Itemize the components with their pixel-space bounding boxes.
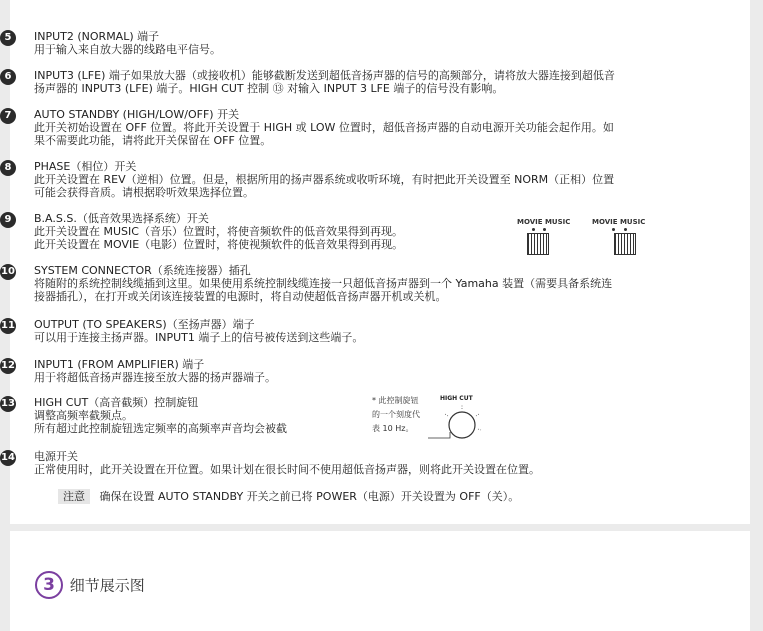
item-line: 此开关设置在 REV（逆相）位置。但是，根据所用的扬声器系统或收听环境，有时把此开关设置至 NORM（正相）位置 bbox=[34, 173, 615, 186]
high-cut-knob-figure bbox=[420, 395, 490, 443]
item-7 bbox=[4, 108, 614, 147]
item-title: INPUT1 (FROM AMPLIFIER) 端子 bbox=[34, 358, 205, 371]
item-number: 8 bbox=[0, 160, 16, 176]
item-number: 13 bbox=[0, 396, 16, 412]
item-title: B.A.S.S.（低音效果选择系统）开关 bbox=[34, 212, 209, 225]
item-10 bbox=[1, 264, 613, 303]
switch-label-left: MOVIE MUSIC bbox=[517, 218, 571, 226]
note-line: * 此控制旋钮 bbox=[372, 396, 419, 405]
switch-dot bbox=[532, 228, 535, 231]
switch-label-right: MOVIE MUSIC bbox=[592, 218, 646, 226]
item-line: 正常使用时，此开关设置在开位置。如果计划在很长时间不使用超低音扬声器，则将此开关设置在位置。 bbox=[34, 463, 540, 476]
item-title: INPUT2 (NORMAL) 端子 bbox=[34, 30, 160, 43]
item-title: SYSTEM CONNECTOR（系统连接器）插孔 bbox=[34, 264, 251, 277]
item-11 bbox=[1, 318, 364, 344]
item-line: 可以用于连接主扬声器。INPUT1 端子上的信号被传送到这些端子。 bbox=[34, 331, 364, 344]
section-number: 3 bbox=[35, 571, 63, 599]
item-number: 10 bbox=[0, 264, 16, 280]
item-number: 14 bbox=[0, 450, 16, 466]
item-line: 可能会获得音质。请根据聆听效果选择位置。 bbox=[34, 186, 254, 199]
item-title: OUTPUT (TO SPEAKERS)（至扬声器）端子 bbox=[34, 318, 255, 331]
item-title: PHASE（相位）开关 bbox=[34, 160, 137, 173]
switch-dot bbox=[612, 228, 615, 231]
caution-tag: 注意 bbox=[58, 489, 90, 504]
item-9 bbox=[4, 212, 404, 251]
note-line: 的一个刻度代 bbox=[372, 410, 420, 419]
item-title: INPUT3 (LFE) 端子如果放大器（或接收机）能够截断发送到超低音扬声器的信号的高频部分，请将放大器连接到超低音 bbox=[34, 69, 615, 82]
item-12 bbox=[1, 358, 276, 384]
item-5 bbox=[4, 30, 221, 56]
caution-text: 确保在设置 AUTO STANDBY 开关之前已将 POWER（电源）开关设置为 OFF（关）。 bbox=[99, 490, 520, 503]
item-line: 此开关设置在 MOVIE（电影）位置时，将使视频软件的低音效果得到再现。 bbox=[34, 238, 404, 251]
item-13 bbox=[1, 396, 314, 435]
item-8 bbox=[4, 160, 615, 199]
item-line: 接器插孔），在打开或关闭该连接装置的电源时，将自动使超低音扬声器开机或关机。 bbox=[34, 290, 447, 303]
item-number: 7 bbox=[0, 108, 16, 124]
note-line: 表 10 Hz。 bbox=[372, 424, 414, 433]
item-number: 12 bbox=[0, 358, 16, 374]
item-line: 调整高频率截频点。 bbox=[34, 409, 133, 422]
item-6 bbox=[4, 69, 615, 95]
item-line: 果不需要此功能，请将此开关保留在 OFF 位置。 bbox=[34, 134, 272, 147]
item-title: 电源开关 bbox=[34, 450, 78, 463]
item-number: 9 bbox=[0, 212, 16, 228]
item-line: 扬声器的 INPUT3 (LFE) 端子。HIGH CUT 控制 ⑬ 对输入 INPUT 3 LFE 端子的信号没有影响。 bbox=[34, 82, 504, 95]
switch-left-icon bbox=[527, 233, 549, 255]
switch-dot bbox=[624, 228, 627, 231]
item-number: 11 bbox=[0, 318, 16, 334]
item-line: 将随附的系统控制线缆插到这里。如果使用系统控制线缆连接一只超低音扬声器到一个 Yamaha 装置（需要具备系统连 bbox=[34, 277, 613, 290]
item-line: 用于将超低音扬声器连接至放大器的扬声器端子。 bbox=[34, 371, 276, 384]
item-line: 用于输入来自放大器的线路电平信号。 bbox=[34, 43, 221, 56]
item-line: 此开关初始设置在 OFF 位置。将此开关设置于 HIGH 或 LOW 位置时，超低音扬声器的自动电源开关功能会起作用。如 bbox=[34, 121, 614, 134]
knob-icon bbox=[420, 395, 490, 443]
bass-switch-figure bbox=[507, 213, 657, 259]
switch-dot bbox=[543, 228, 546, 231]
item-number: 5 bbox=[0, 30, 16, 46]
item-number: 6 bbox=[0, 69, 16, 85]
section-heading bbox=[35, 571, 145, 599]
item-title: HIGH CUT（高音截频）控制旋钮 bbox=[34, 396, 199, 409]
section-title: 细节展示图 bbox=[69, 576, 145, 595]
item-title: AUTO STANDBY (HIGH/LOW/OFF) 开关 bbox=[34, 108, 240, 121]
high-cut-note bbox=[372, 394, 420, 436]
item-line: 所有超过此控制旋钮选定频率的高频率声音均会被截 bbox=[34, 422, 287, 435]
item-line: 此开关设置在 MUSIC（音乐）位置时，将使音频软件的低音效果得到再现。 bbox=[34, 225, 403, 238]
switch-right-icon bbox=[614, 233, 636, 255]
item-14 bbox=[1, 450, 540, 476]
knob-label: HIGH CUT bbox=[440, 395, 473, 402]
caution-note bbox=[58, 488, 519, 504]
